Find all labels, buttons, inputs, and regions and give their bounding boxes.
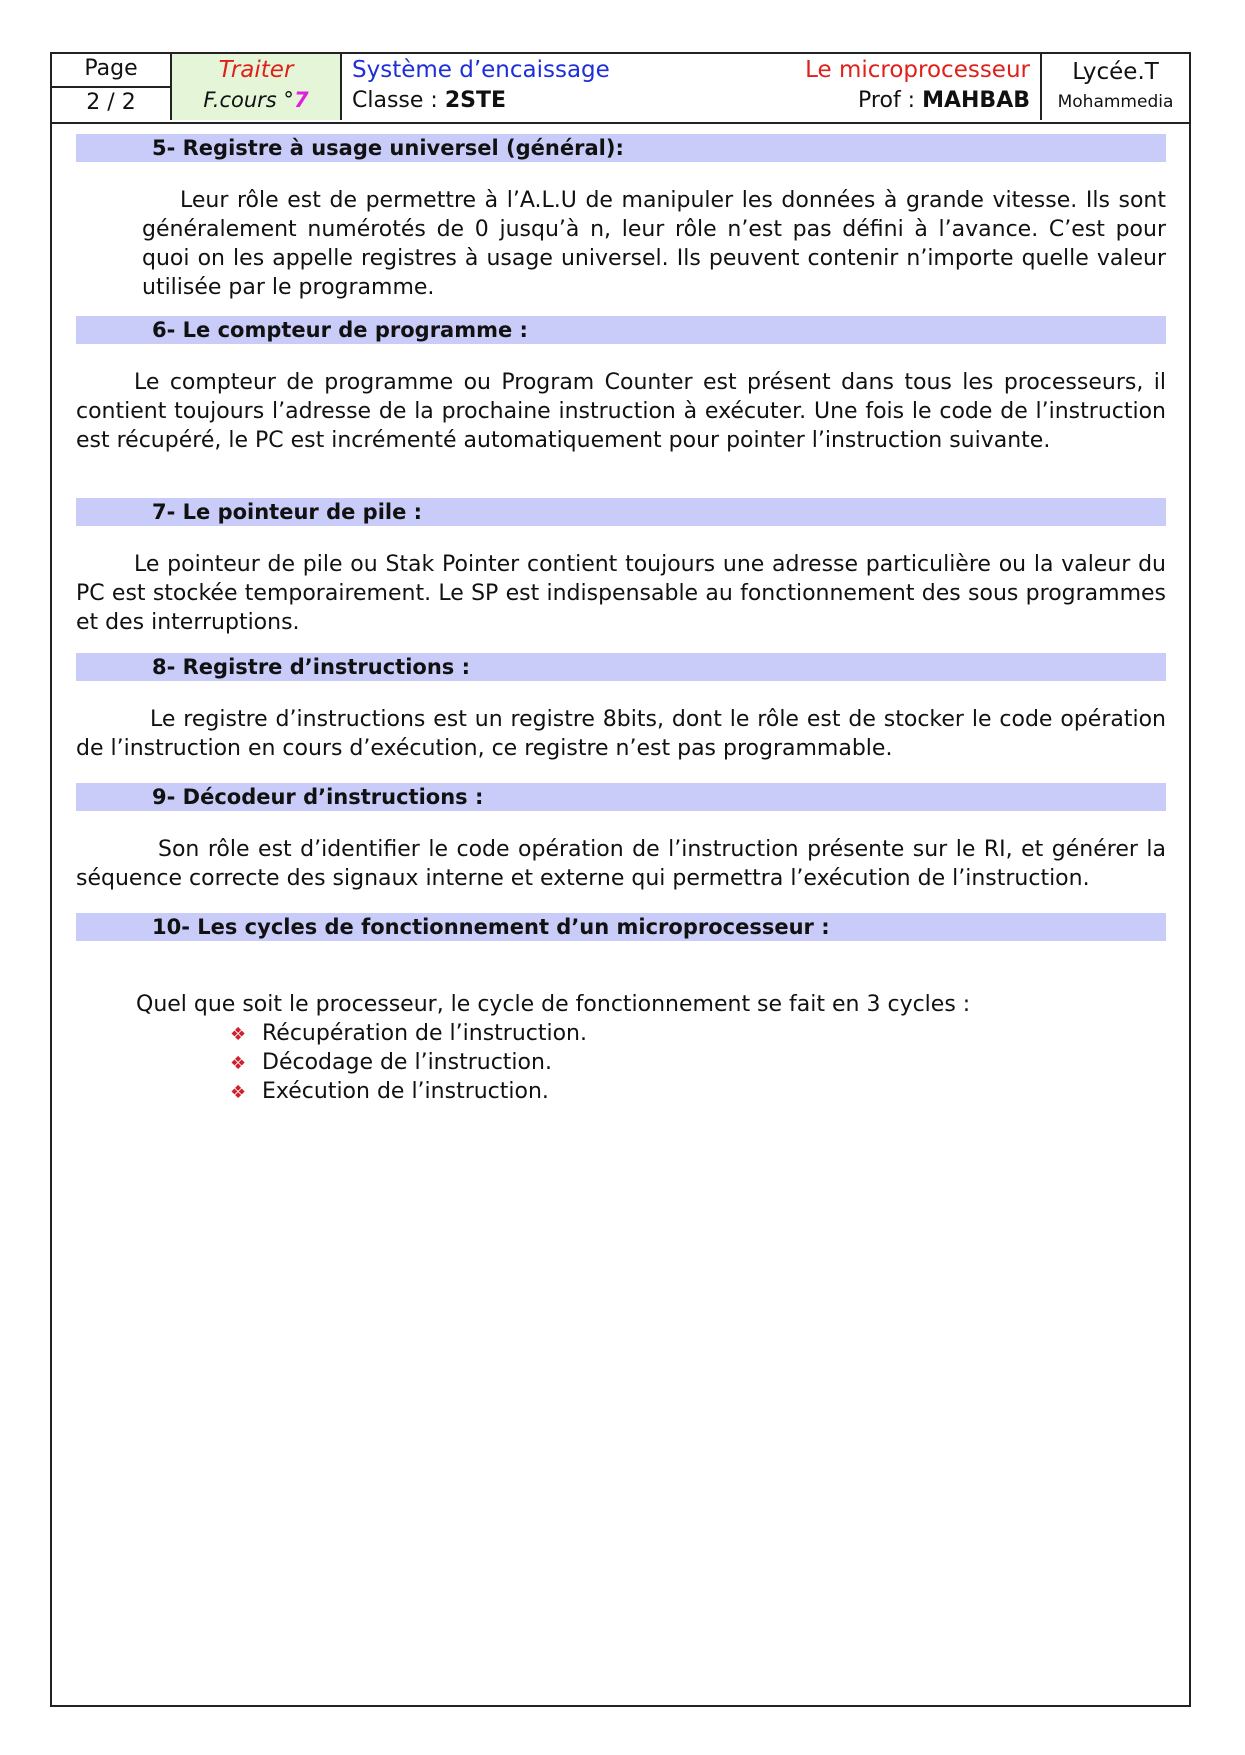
document-header: [52, 54, 1189, 124]
traiter-label: Traiter: [218, 57, 294, 83]
section-heading-6: 6- Le compteur de programme :: [76, 316, 1166, 344]
page-frame: [50, 52, 1191, 1707]
section-heading-8: 8- Registre d’instructions :: [76, 653, 1166, 681]
cycle-text: Récupération de l’instruction.: [262, 1021, 587, 1046]
fcours-prefix: F.cours °: [203, 88, 294, 112]
section-heading-10: 10- Les cycles de fonctionnement d’un microprocesseur :: [76, 913, 1166, 941]
list-item: [230, 1048, 587, 1077]
prof-value: MAHBAB: [922, 88, 1030, 113]
cycle-text: Décodage de l’instruction.: [262, 1050, 552, 1075]
diamond-bullet-icon: ❖: [230, 1082, 247, 1103]
topic-title: Le microprocesseur: [805, 57, 1030, 83]
section-text-10: Quel que soit le processeur, le cycle de fonctionnement se fait en 3 cycles :: [136, 992, 971, 1017]
section-text-9: Son rôle est d’identifier le code opération de l’instruction présente sur le RI, et générer la séquence correcte des signaux interne et externe qui permettra l’exécution de l’instruction.: [76, 837, 1166, 891]
diamond-bullet-icon: ❖: [230, 1053, 247, 1074]
section-heading-7: 7- Le pointeur de pile :: [76, 498, 1166, 526]
class-value: 2STE: [444, 88, 506, 113]
prof-prefix: Prof :: [858, 88, 923, 113]
title-cell: [342, 54, 1042, 120]
list-item: [230, 1019, 587, 1048]
fcours-label: [172, 88, 340, 112]
cycle-text: Exécution de l’instruction.: [262, 1079, 549, 1104]
section-heading-5: 5- Registre à usage universel (général):: [76, 134, 1166, 162]
prof-line: [858, 88, 1030, 113]
page-number: 2 / 2: [86, 90, 136, 115]
school-city: Mohammedia: [1057, 92, 1174, 112]
class-prefix: Classe :: [352, 88, 445, 113]
system-title: Système d’encaissage: [352, 57, 610, 83]
diamond-bullet-icon: ❖: [230, 1024, 247, 1045]
class-line: [352, 88, 506, 113]
section-heading-9: 9- Décodeur d’instructions :: [76, 783, 1166, 811]
school-name: Lycée.T: [1072, 59, 1159, 85]
fcours-number: 7: [293, 88, 309, 112]
section-text-5: Leur rôle est de permettre à l’A.L.U de manipuler les données à grande vitesse. Ils sont généralement numérotés de 0 jusqu’à n, leur rôle n’est pas défini à l’avance. C’est pour quoi on les appelle registres à usage universel. Ils peuvent contenir n’importe quelle valeur utilisée par le programme.: [142, 188, 1166, 300]
page-label: Page: [52, 54, 170, 88]
list-item: [230, 1077, 587, 1106]
school-cell: [1042, 54, 1189, 120]
section-text-6: Le compteur de programme ou Program Counter est présent dans tous les processeurs, il contient toujours l’adresse de la prochaine instruction à exécuter. Une fois le code de l’instruction est récupéré, le PC est incrémenté automatiquement pour pointer l’instruction suivante.: [76, 370, 1166, 453]
section-text-8: Le registre d’instructions est un registre 8bits, dont le rôle est de stocker le code opération de l’instruction en cours d’exécution, ce registre n’est pas programmable.: [76, 707, 1166, 761]
cycles-list: [230, 1019, 587, 1106]
page-cell: [52, 54, 172, 120]
section-text-7: Le pointeur de pile ou Stak Pointer contient toujours une adresse particulière ou la valeur du PC est stockée temporairement. Le SP est indispensable au fonctionnement des sous programmes et des interruptions.: [76, 552, 1166, 635]
traiter-cell: [172, 54, 342, 120]
